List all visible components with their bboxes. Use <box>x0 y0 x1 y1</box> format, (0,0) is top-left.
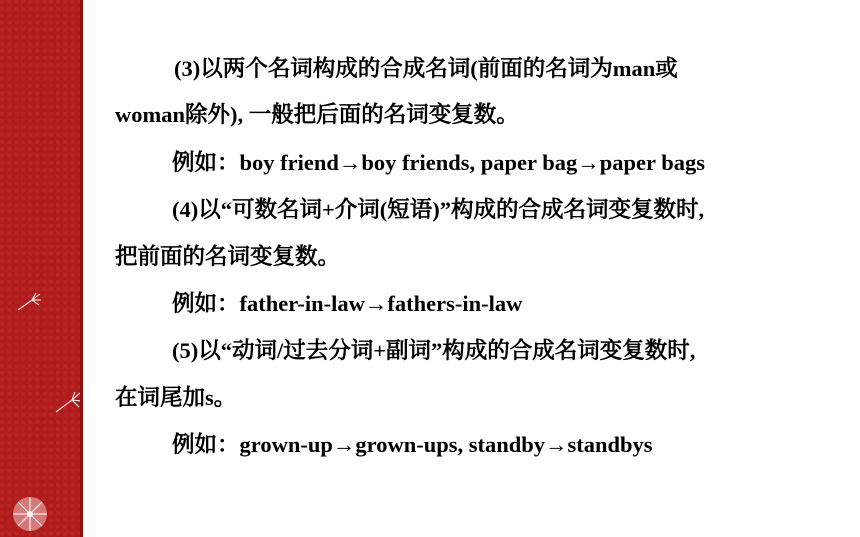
text-line-7: (5)以“动词/过去分词+副词”构成的合成名词变复数时, <box>172 338 696 363</box>
text-line-4: (4)以“可数名词+介词(短语)”构成的合成名词变复数时, <box>172 197 705 222</box>
text-line-9: 例如：grown-up→grown-ups, standby→standbys <box>172 432 653 457</box>
text-line-6: 例如：father-in-law→fathers-in-law <box>172 291 523 316</box>
text-line-3: 例如：boy friend→boy friends, paper bag→paper bags <box>172 150 705 175</box>
text-line-8: 在词尾加s。 <box>115 385 237 410</box>
text-line-1: (3)以两个名词构成的合成名词(前面的名词为man或 <box>174 56 678 81</box>
text-line-5: 把前面的名词变复数。 <box>115 244 341 269</box>
text-line-2: woman除外), 一般把后面的名词变复数。 <box>115 102 519 127</box>
